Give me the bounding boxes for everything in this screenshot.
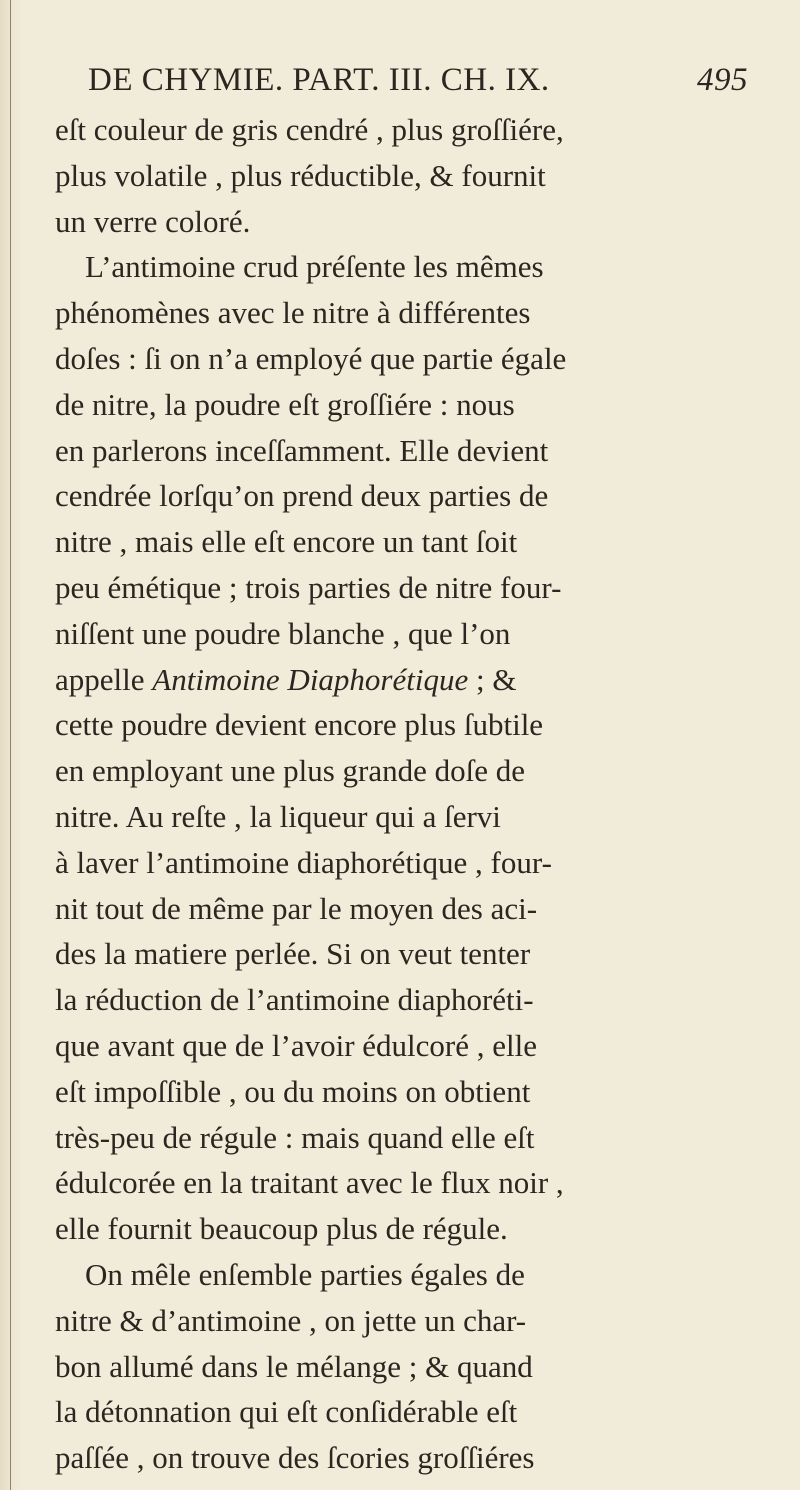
paragraph-start-line: L’antimoine crud préſente les mêmes xyxy=(85,249,544,285)
text-line: nitre. Au reſte , la liqueur qui a ſervi xyxy=(55,798,501,834)
text-line: que avant que de l’avoir édulcoré , elle xyxy=(55,1027,537,1063)
text-line: eſt couleur de gris cendré , plus groſſiére, xyxy=(55,112,564,147)
text-line: la détonnation qui eſt conſidérable eſt xyxy=(55,1394,518,1430)
text-line: bon allumé dans le mélange ; & quand xyxy=(55,1348,533,1384)
text-line: cendrée lorſqu’on prend deux parties de xyxy=(55,478,549,514)
text-line: eſt impoſſible , ou du moins on obtient xyxy=(55,1073,531,1109)
page-number: 495 xyxy=(697,62,748,98)
text-line: en employant une plus grande doſe de xyxy=(55,753,526,789)
text-line: niſſent une poudre blanche , que l’on xyxy=(55,615,511,651)
text-line: un verre coloré. xyxy=(55,203,251,239)
text-line: à laver l’antimoine diaphorétique , four- xyxy=(55,844,552,880)
text-fragment: appelle xyxy=(55,661,153,697)
text-line: édulcorée en la traitant avec le flux noir , xyxy=(55,1165,564,1201)
text-line-with-italic xyxy=(55,657,755,703)
running-head: DE CHYMIE. PART. III. CH. IX. xyxy=(88,62,550,98)
text-line: nit tout de même par le moyen des aci- xyxy=(55,890,538,926)
binding-line xyxy=(10,0,11,1490)
italic-term: Antimoine Diaphorétique xyxy=(152,661,469,697)
text-line: des la matiere perlée. Si on veut tenter xyxy=(55,936,531,972)
text-line: peu émétique ; trois parties de nitre four- xyxy=(55,569,562,605)
text-line: elle fournit beaucoup plus de régule. xyxy=(55,1211,508,1247)
text-line: nitre & d’antimoine , on jette un char- xyxy=(55,1302,527,1338)
running-header xyxy=(88,62,748,104)
text-line: plus volatile , plus réductible, & fournit xyxy=(55,157,546,193)
text-line: cette poudre devient encore plus ſubtile xyxy=(55,707,544,743)
text-line: paſſée , on trouve des ſcories groſſiéres xyxy=(55,1440,535,1476)
paragraph-start-line: On mêle enſemble parties égales de xyxy=(85,1256,525,1292)
body-text xyxy=(55,107,755,1481)
text-line: phénomènes avec le nitre à différentes xyxy=(55,295,531,331)
page-edge xyxy=(0,0,22,1490)
text-line: la réduction de l’antimoine diaphoréti- xyxy=(55,982,534,1018)
text-line: nitre , mais elle eſt encore un tant ſoit xyxy=(55,524,518,560)
text-line: de nitre, la poudre eſt groſſiére : nous xyxy=(55,386,515,422)
text-fragment: ; & xyxy=(468,661,517,697)
text-line: doſes : ſi on n’a employé que partie égale xyxy=(55,340,567,376)
text-line: en parlerons inceſſamment. Elle devient xyxy=(55,432,549,468)
text-line: très-peu de régule : mais quand elle eſt xyxy=(55,1119,535,1155)
